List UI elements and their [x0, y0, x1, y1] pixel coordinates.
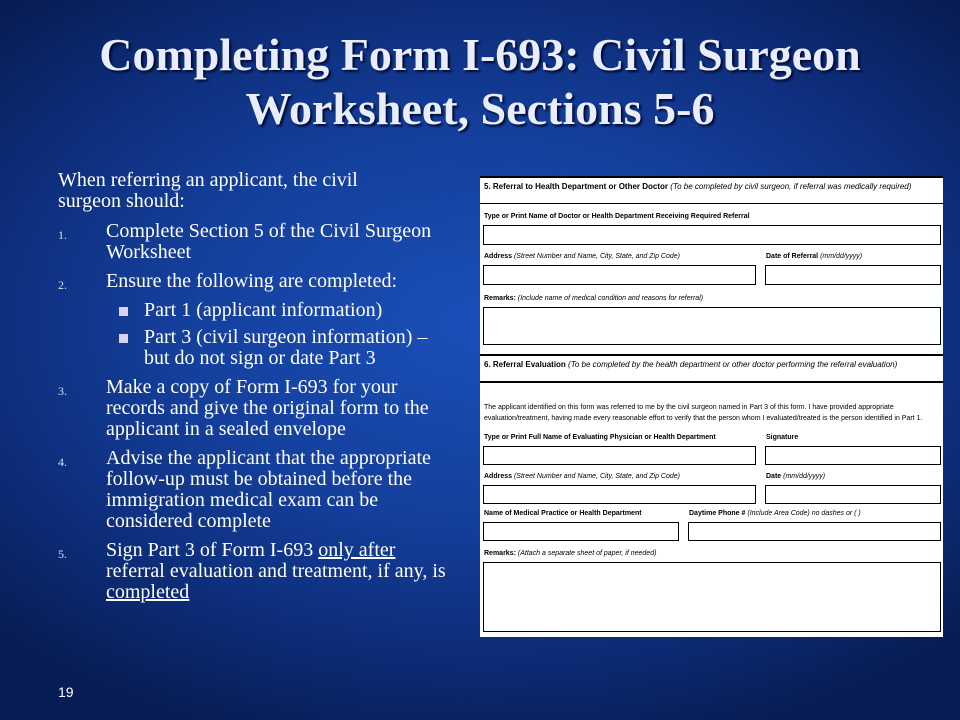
remarks-label-5-text: Remarks:: [484, 295, 516, 302]
step-item: [58, 540, 458, 603]
doctor-name-label: Type or Print Name of Doctor or Health Department Receiving Required Referral: [484, 213, 750, 220]
address-label-5: [484, 253, 680, 260]
remarks-label-5: [484, 295, 703, 302]
section-5-top-rule: [480, 176, 943, 178]
section-6-heading-note: (To be completed by the health department or other doctor performing the referral evaluation): [568, 360, 898, 369]
section-6-top-rule: [480, 354, 943, 356]
sub-item: [106, 300, 458, 321]
sub-list: [106, 300, 458, 369]
remarks-field-6[interactable]: [483, 562, 941, 632]
remarks-note-5: (Include name of medical condition and reasons for referral): [517, 295, 704, 302]
square-bullet-icon: [119, 334, 128, 343]
date-of-referral-label: [766, 253, 862, 260]
intro-line-1: When referring an applicant, the civil: [58, 169, 358, 191]
physician-name-field[interactable]: [483, 446, 756, 465]
section-5-heading-note: (To be completed by civil surgeon, if referral was medically required): [670, 182, 912, 191]
step-item: [58, 377, 458, 440]
signature-label: Signature: [766, 434, 799, 441]
step-text: Ensure the following are completed:: [106, 270, 398, 292]
step-number: 4.: [58, 455, 67, 469]
step-number: 3.: [58, 384, 67, 398]
address-note-5: (Street Number and Name, City, State, and Zip Code): [513, 253, 680, 260]
step-item: [58, 221, 458, 263]
sub-item: [106, 327, 458, 369]
medical-practice-field[interactable]: [483, 522, 679, 541]
address-label-6: [484, 473, 680, 480]
section-6-heading: [484, 360, 897, 369]
remarks-label-6-text: Remarks:: [484, 550, 516, 557]
doctor-name-field[interactable]: [483, 225, 941, 245]
step-item: [58, 448, 458, 532]
signature-field[interactable]: [765, 446, 941, 465]
daytime-phone-field[interactable]: [688, 522, 941, 541]
referral-statement: The applicant identified on this form was referred to me by the civil surgeon named in Part 3 of this form. I have provided appropriate evaluation/treatment, having made every reasonable effort to verify that the person whom I evaluated/treated is the person identified in Part 1.: [484, 404, 923, 422]
underlined-only-after: only after: [318, 539, 396, 561]
date-of-referral-note: (mm/dd/yyyy): [820, 253, 863, 260]
address-label-5-text: Address: [484, 253, 513, 260]
step-item: [58, 271, 458, 369]
date-label-6: [766, 473, 825, 480]
address-note-6: (Street Number and Name, City, State, and Zip Code): [513, 473, 680, 480]
slide-number: 19: [58, 684, 74, 700]
address-field-6[interactable]: [483, 485, 756, 504]
step-number: 5.: [58, 547, 67, 561]
daytime-phone-label: [689, 510, 861, 517]
date-label-6-text: Date: [766, 473, 782, 480]
slide-body: [58, 170, 458, 611]
daytime-phone-label-text: Daytime Phone #: [689, 510, 746, 517]
step-text-mid: referral evaluation and treatment, if any, is: [106, 560, 446, 582]
slide-title: Completing Form I-693: Civil Surgeon Worksheet, Sections 5-6: [99, 29, 861, 134]
date-of-referral-field[interactable]: [765, 265, 941, 285]
section-6-heading-text: 6. Referral Evaluation: [484, 360, 566, 369]
section-5-heading-text: 5. Referral to Health Department or Other Doctor: [484, 182, 669, 191]
step-text-pre: Sign Part 3 of Form I-693: [106, 539, 319, 561]
remarks-label-6: [484, 550, 656, 557]
step-text: [106, 539, 446, 603]
intro-text: [58, 170, 458, 212]
step-text: Complete Section 5 of the Civil Surgeon Worksheet: [106, 220, 432, 263]
physician-name-label: Type or Print Full Name of Evaluating Physician or Health Department: [484, 434, 716, 441]
address-label-6-text: Address: [484, 473, 513, 480]
form-i693-image: [480, 176, 943, 637]
step-number: 1.: [58, 228, 67, 242]
date-note-6: (mm/dd/yyyy): [783, 473, 826, 480]
section-5-divider: [480, 203, 943, 204]
steps-list: [58, 221, 458, 603]
section-5-heading: [484, 182, 911, 191]
medical-practice-label: Name of Medical Practice or Health Department: [484, 510, 642, 517]
square-bullet-icon: [119, 307, 128, 316]
date-of-referral-label-text: Date of Referral: [766, 253, 819, 260]
step-number: 2.: [58, 278, 67, 292]
address-field-5[interactable]: [483, 265, 756, 285]
daytime-phone-note: (Include Area Code) no dashes or ( ): [747, 510, 861, 517]
date-field-6[interactable]: [765, 485, 941, 504]
sub-item-text: Part 3 (civil surgeon information) – but do not sign or date Part 3: [144, 326, 428, 369]
step-text: Make a copy of Form I-693 for your records and give the original form to the applicant in a sealed envelope: [106, 376, 429, 440]
intro-line-2: surgeon should:: [58, 190, 185, 212]
sub-item-text: Part 1 (applicant information): [144, 299, 383, 321]
remarks-note-6: (Attach a separate sheet of paper, if needed): [517, 550, 657, 557]
section-6-divider: [480, 381, 943, 383]
underlined-completed: completed: [106, 581, 190, 603]
step-text: Advise the applicant that the appropriate follow-up must be obtained before the immigration medical exam can be considered complete: [106, 447, 431, 532]
remarks-field-5[interactable]: [483, 307, 941, 345]
